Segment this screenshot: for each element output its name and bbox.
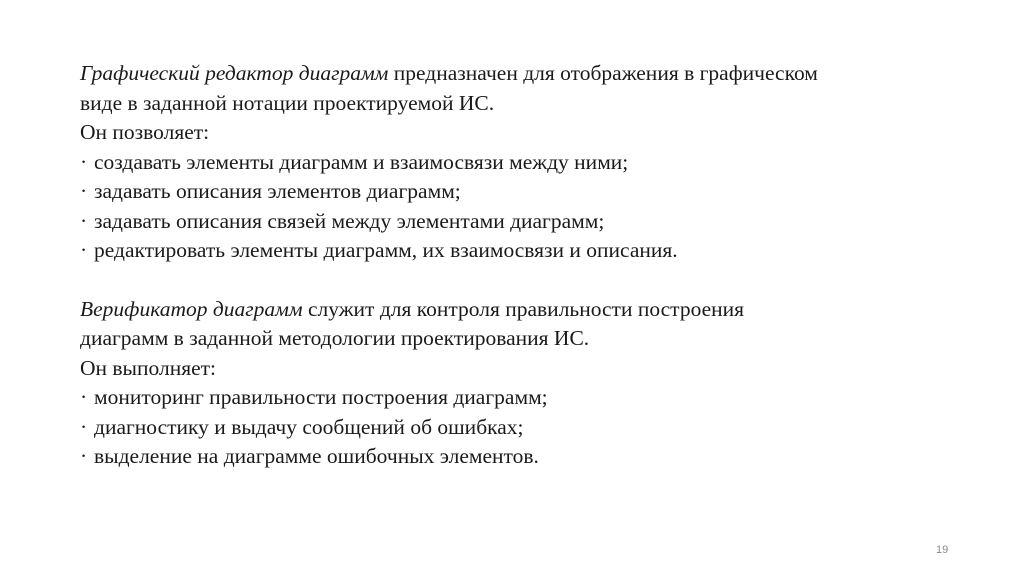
editor-bullet: [80, 207, 980, 237]
bullet-marker: ·: [80, 238, 88, 262]
page-number: 19: [936, 544, 949, 556]
bullet-marker: ·: [80, 179, 88, 203]
verifier-intro-rest: служит для контроля правильности построения: [302, 296, 745, 321]
verifier-intro-line-2: диаграмм в заданной методологии проектирования ИС.: [80, 326, 590, 350]
editor-bullet-text: задавать описания связей между элементами диаграмм;: [94, 208, 605, 233]
bullet-marker: ·: [80, 444, 88, 468]
editor-bullet-text: создавать элементы диаграмм и взаимосвязи между ними;: [94, 149, 629, 174]
bullet-marker: ·: [80, 414, 88, 439]
editor-bullet-text: редактировать элементы диаграмм, их взаимосвязи и описания.: [94, 238, 678, 262]
slide-content: [80, 59, 980, 472]
editor-bullet: [80, 148, 980, 178]
editor-term: Графический редактор диаграмм: [80, 61, 389, 85]
bullet-marker: ·: [80, 385, 88, 409]
verifier-bullet: [80, 442, 980, 472]
verifier-term: Верификатор диаграмм: [80, 296, 303, 321]
editor-bullet: [80, 236, 980, 266]
editor-intro-line-2: виде в заданной нотации проектируемой ИС.: [80, 90, 495, 115]
editor-lead: Он позволяет:: [80, 120, 210, 144]
editor-section: [80, 59, 980, 266]
bullet-marker: ·: [80, 149, 88, 174]
bullet-marker: ·: [80, 208, 88, 233]
editor-intro-line-1: [80, 59, 980, 89]
verifier-bullet-text: диагностику и выдачу сообщений об ошибках;: [94, 414, 524, 439]
verifier-intro-line-1: [80, 295, 980, 325]
editor-bullet: [80, 177, 980, 207]
verifier-bullet: [80, 383, 980, 413]
editor-bullet-text: задавать описания элементов диаграмм;: [94, 179, 461, 203]
verifier-bullet-text: выделение на диаграмме ошибочных элементов.: [94, 444, 539, 468]
verifier-lead: Он выполняет:: [80, 355, 217, 380]
verifier-section: [80, 295, 980, 472]
editor-intro-rest: предназначен для отображения в графическом: [388, 61, 818, 85]
verifier-bullet: [80, 413, 980, 443]
verifier-bullet-text: мониторинг правильности построения диаграмм;: [94, 385, 548, 409]
